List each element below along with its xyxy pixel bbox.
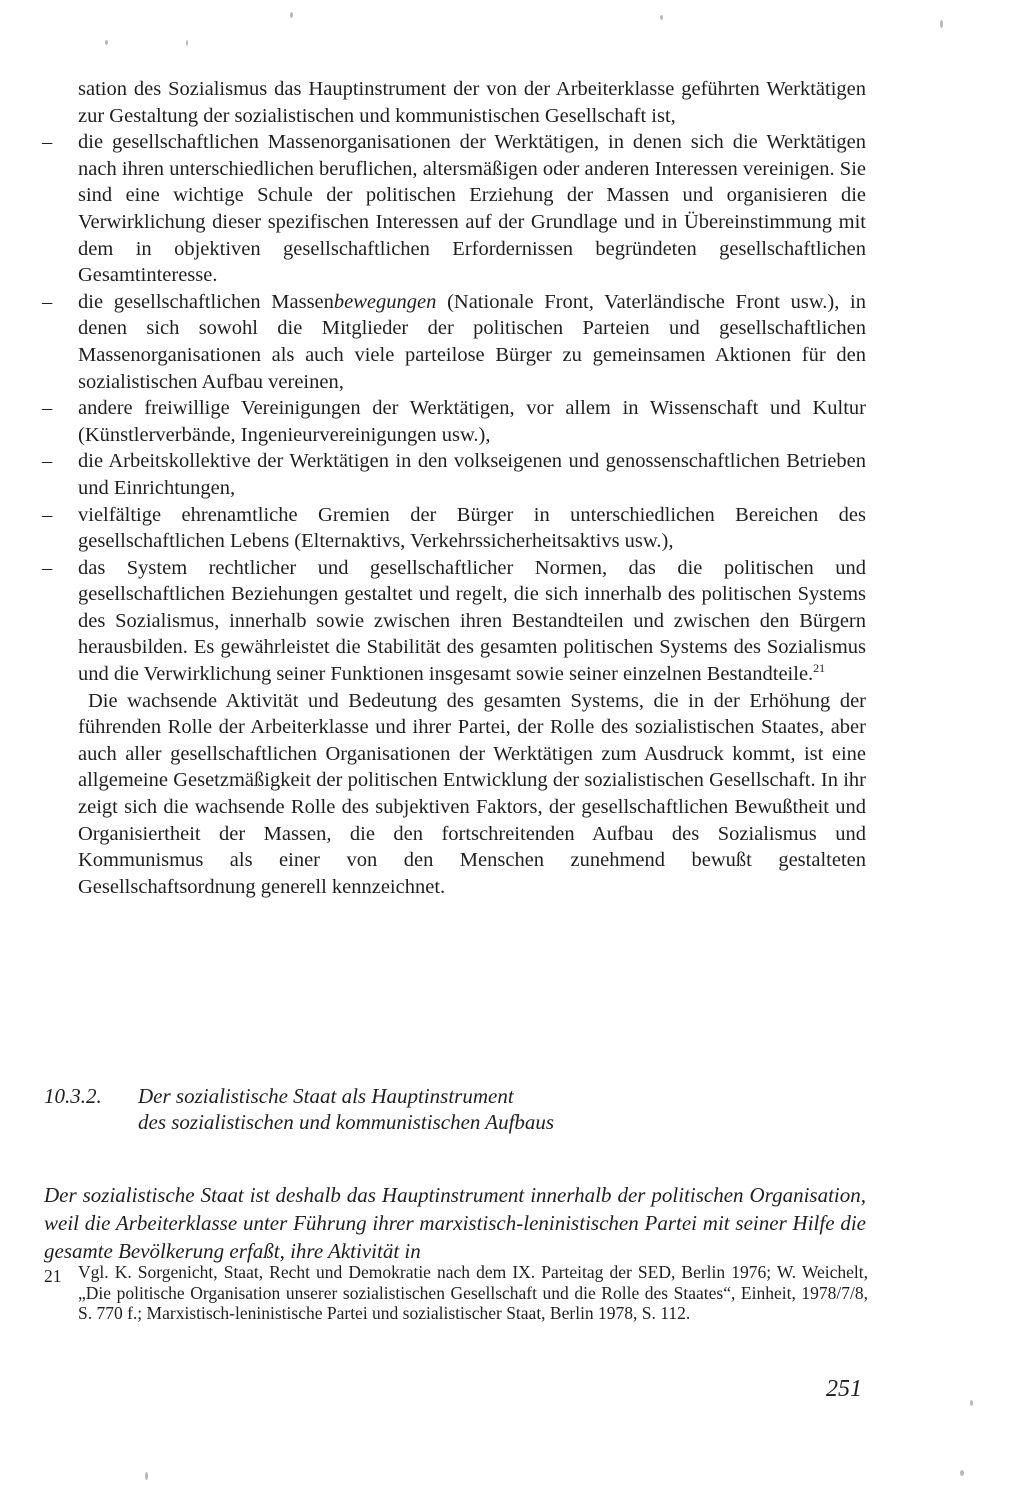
intro-paragraph: sation des Sozialismus das Hauptinstrument der von der Arbeiterklasse geführten Werktätigen zur Gestaltung der sozialistischen und kommunistischen Gesellschaft ist, bbox=[78, 78, 866, 127]
list-item-text-rest: (Nationale Front, Vaterländische Front usw.), in denen sich sowohl die Mitglieder der politischen Parteien und gesellschaftlichen Massenorganisationen als auch viele parteilose Bürger zu gemeinsamen Aktionen für den sozialistischen Aufbau vereinen, bbox=[78, 290, 866, 393]
dash-marker: – bbox=[42, 450, 53, 473]
list-item bbox=[42, 129, 866, 289]
body-text bbox=[42, 76, 866, 900]
scan-speck bbox=[970, 1400, 973, 1406]
italic-paragraph: Der sozialistische Staat ist deshalb das Hauptinstrument innerhalb der politischen Organisation, weil die Arbeiterklasse unter Führung ihrer marxistisch-leninistischen Partei mit seiner Hilfe die gesamte Bevölkerung erfaßt, ihre Aktivität in bbox=[44, 1183, 866, 1263]
list-item bbox=[42, 289, 866, 395]
footnote-reference: 21 bbox=[813, 661, 826, 676]
list-item-text: die gesellschaftlichen Massenorganisationen der Werktätigen, in denen sich die Werktätigen nach ihren unterschiedlichen beruflichen, altersmäßigen oder anderen Interessen vereinigen. Sie sind eine wichtige Schule der politischen Erziehung der Massen und organisieren die Verwirklichung dieser spezifischen Interessen auf der Grundlage und in Übereinstimmung mit dem in objektiven gesellschaftlichen Erfordernissen begründeten gesellschaftlichen Gesamtinteresse. bbox=[78, 131, 866, 287]
list-item-text: andere freiwillige Vereinigungen der Werktätigen, vor allem in Wissenschaft und Kultur (Künstlerverbände, Ingenieurvereinigungen usw.), bbox=[78, 397, 866, 446]
list-item-text: die Arbeitskollektive der Werktätigen in den volkseigenen und genossenschaftlichen Betrieben und Einrichtungen, bbox=[78, 450, 866, 499]
list-item bbox=[42, 555, 866, 688]
list-item-text: das System rechtlicher und gesellschaftlicher Normen, das die politischen und gesellschaftlichen Beziehungen gestaltet und regelt, die sich innerhalb des politischen Systems des Sozialismus, innerhalb sowie zwischen ihren Bestandteilen und zwischen den Bürgern herausbilden. Es gewährleistet die Stabilität des gesamten politischen Systems des Sozialismus und die Verwirklichung seiner Funktionen insgesamt sowie seiner einzelnen Bestandteile. bbox=[78, 556, 866, 686]
dash-marker: – bbox=[42, 290, 53, 313]
footnote-number: 21 bbox=[44, 1266, 62, 1286]
list-item bbox=[42, 502, 866, 555]
scan-speck bbox=[105, 40, 108, 45]
dash-marker: – bbox=[42, 397, 53, 420]
body-paragraph: Die wachsende Aktivität und Bedeutung des gesamten Systems, die in der Erhöhung der führenden Rolle der Arbeiterklasse und ihrer Partei, der Rolle des sozialistischen Staates, aber auch aller gesellschaftlichen Organisationen der Werktätigen zum Ausdruck kommt, ist eine allgemeine Gesetzmäßigkeit der politischen Entwicklung der sozialistischen Gesellschaft. In ihr zeigt sich die wachsende Rolle des subjektiven Faktors, der gesellschaftlichen Bewußtheit und Organisiertheit der Massen, die den fortschreitenden Aufbau des Sozialismus und Kommunismus als einer von den Menschen zunehmend bewußt gestalteten Gesellschaftsordnung generell kennzeichnet. bbox=[78, 689, 866, 898]
scan-speck bbox=[145, 1472, 148, 1480]
footnote bbox=[44, 1262, 868, 1324]
list-item bbox=[42, 448, 866, 501]
scan-speck bbox=[290, 12, 293, 18]
page-number: 251 bbox=[826, 1376, 862, 1402]
list-item-text: vielfältige ehrenamtliche Gremien der Bürger in unterschiedlichen Bereichen des gesellschaftlichen Lebens (Elternaktivs, Verkehrssicherheitsaktivs usw.), bbox=[78, 503, 866, 553]
dash-marker: – bbox=[42, 556, 53, 579]
scan-speck bbox=[186, 40, 188, 46]
scan-speck bbox=[660, 15, 663, 20]
section-title-line: Der sozialistische Staat als Hauptinstrument bbox=[138, 1084, 514, 1108]
footnote-text: Vgl. K. Sorgenicht, Staat, Recht und Demokratie nach dem IX. Parteitag der SED, Berlin 1976; W. Weichelt, „Die politische Organisation unserer sozialistischen Gesellschaft und die Rolle des Staates“, Einheit, 1978/7/8, S. 770 f.; Marxistisch-leninistische Partei und sozialistischer Staat, Berlin 1978, S. 112. bbox=[78, 1262, 868, 1323]
dash-marker: – bbox=[42, 503, 53, 526]
list-item-text-prefix: die gesellschaftlichen Massen bbox=[78, 290, 334, 313]
dash-marker: – bbox=[42, 131, 53, 154]
section-number: 10.3.2. bbox=[44, 1084, 102, 1108]
scan-speck bbox=[960, 1470, 964, 1476]
list-item-text-emphasis: bewegungen bbox=[333, 290, 437, 313]
scan-speck bbox=[940, 20, 943, 28]
section-title bbox=[138, 1083, 838, 1135]
section-title-line: des sozialistischen und kommunistischen Aufbaus bbox=[138, 1110, 555, 1134]
list-item bbox=[42, 395, 866, 448]
